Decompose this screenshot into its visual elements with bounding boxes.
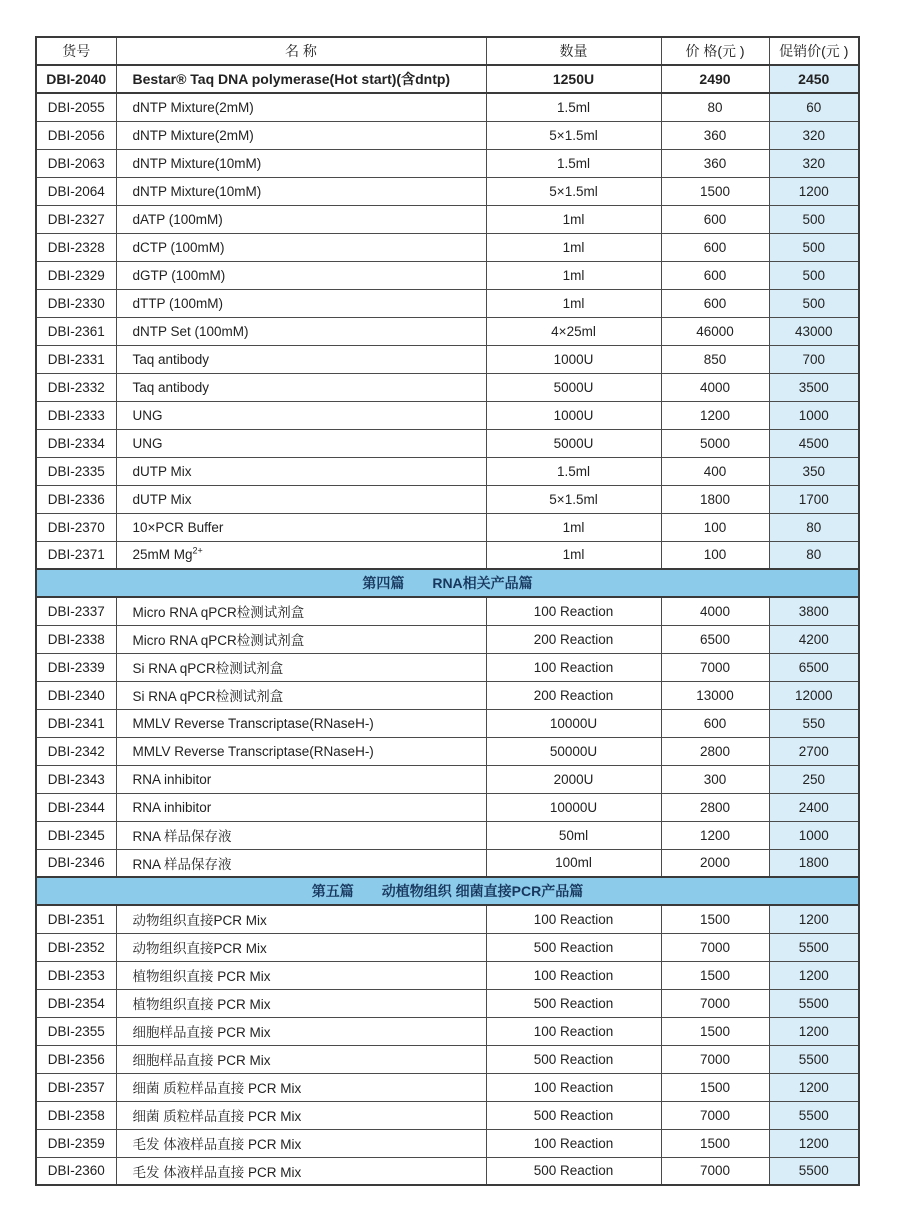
product-row bbox=[36, 793, 859, 821]
qty-cell: 100 Reaction bbox=[486, 1017, 661, 1045]
promo-cell: 500 bbox=[769, 261, 859, 289]
product-row bbox=[36, 205, 859, 233]
name-cell: 毛发 体液样品直接 PCR Mix bbox=[116, 1157, 486, 1185]
code-cell: DBI-2356 bbox=[36, 1045, 116, 1073]
product-row bbox=[36, 261, 859, 289]
name-cell: 毛发 体液样品直接 PCR Mix bbox=[116, 1129, 486, 1157]
price-cell: 1800 bbox=[661, 485, 769, 513]
price-cell: 5000 bbox=[661, 429, 769, 457]
code-cell: DBI-2327 bbox=[36, 205, 116, 233]
price-cell: 1200 bbox=[661, 401, 769, 429]
price-cell: 1500 bbox=[661, 1017, 769, 1045]
promo-cell: 1800 bbox=[769, 849, 859, 877]
product-row bbox=[36, 177, 859, 205]
price-cell: 850 bbox=[661, 345, 769, 373]
qty-cell: 4×25ml bbox=[486, 317, 661, 345]
name-cell: Taq antibody bbox=[116, 373, 486, 401]
price-cell: 4000 bbox=[661, 373, 769, 401]
name-cell: dNTP Mixture(10mM) bbox=[116, 177, 486, 205]
qty-cell: 1ml bbox=[486, 261, 661, 289]
promo-cell: 6500 bbox=[769, 653, 859, 681]
price-cell: 600 bbox=[661, 289, 769, 317]
code-cell: DBI-2346 bbox=[36, 849, 116, 877]
column-header-promo: 促销价(元 ) bbox=[769, 37, 859, 65]
price-cell: 2800 bbox=[661, 793, 769, 821]
promo-cell: 5500 bbox=[769, 1101, 859, 1129]
name-cell: 细胞样品直接 PCR Mix bbox=[116, 1045, 486, 1073]
name-cell: 细胞样品直接 PCR Mix bbox=[116, 1017, 486, 1045]
name-cell: 25mM $Mg^{2+}$ bbox=[116, 541, 486, 569]
promo-cell: 1200 bbox=[769, 1017, 859, 1045]
qty-cell: 1250U bbox=[486, 65, 661, 93]
section-title: 第四篇 RNA相关产品篇 bbox=[36, 569, 859, 597]
code-cell: DBI-2353 bbox=[36, 961, 116, 989]
qty-cell: 50ml bbox=[486, 821, 661, 849]
name-cell: Si RNA qPCR检测试剂盒 bbox=[116, 653, 486, 681]
column-header-price: 价 格(元 ) bbox=[661, 37, 769, 65]
product-row bbox=[36, 317, 859, 345]
qty-cell: 5×1.5ml bbox=[486, 177, 661, 205]
product-row bbox=[36, 905, 859, 933]
price-cell: 600 bbox=[661, 709, 769, 737]
section-header-row bbox=[36, 877, 859, 905]
product-row bbox=[36, 457, 859, 485]
code-cell: DBI-2332 bbox=[36, 373, 116, 401]
promo-cell: 5500 bbox=[769, 1045, 859, 1073]
price-cell: 2490 bbox=[661, 65, 769, 93]
promo-cell: 2450 bbox=[769, 65, 859, 93]
promo-cell: 4200 bbox=[769, 625, 859, 653]
qty-cell: 100 Reaction bbox=[486, 961, 661, 989]
name-cell: 细菌 质粒样品直接 PCR Mix bbox=[116, 1073, 486, 1101]
code-cell: DBI-2063 bbox=[36, 149, 116, 177]
product-row bbox=[36, 737, 859, 765]
product-row bbox=[36, 93, 859, 121]
name-cell: Bestar® Taq DNA polymerase(Hot start)(含dntp) bbox=[116, 65, 486, 93]
code-cell: DBI-2371 bbox=[36, 541, 116, 569]
promo-cell: 500 bbox=[769, 233, 859, 261]
promo-cell: 80 bbox=[769, 513, 859, 541]
product-row bbox=[36, 1045, 859, 1073]
name-cell: MMLV Reverse Transcriptase(RNaseH-) bbox=[116, 709, 486, 737]
code-cell: DBI-2064 bbox=[36, 177, 116, 205]
qty-cell: 100 Reaction bbox=[486, 653, 661, 681]
price-cell: 2000 bbox=[661, 849, 769, 877]
name-cell: 植物组织直接 PCR Mix bbox=[116, 961, 486, 989]
code-cell: DBI-2056 bbox=[36, 121, 116, 149]
name-cell: dNTP Mixture(2mM) bbox=[116, 121, 486, 149]
qty-cell: 1ml bbox=[486, 233, 661, 261]
code-cell: DBI-2358 bbox=[36, 1101, 116, 1129]
code-cell: DBI-2340 bbox=[36, 681, 116, 709]
product-row bbox=[36, 65, 859, 93]
column-header-qty: 数量 bbox=[486, 37, 661, 65]
promo-cell: 5500 bbox=[769, 1157, 859, 1185]
code-cell: DBI-2345 bbox=[36, 821, 116, 849]
qty-cell: 1.5ml bbox=[486, 149, 661, 177]
product-row bbox=[36, 681, 859, 709]
name-cell: RNA inhibitor bbox=[116, 765, 486, 793]
code-cell: DBI-2352 bbox=[36, 933, 116, 961]
product-row bbox=[36, 625, 859, 653]
price-cell: 360 bbox=[661, 121, 769, 149]
name-cell: 动物组织直接PCR Mix bbox=[116, 933, 486, 961]
code-cell: DBI-2355 bbox=[36, 1017, 116, 1045]
qty-cell: 1ml bbox=[486, 513, 661, 541]
name-cell: MMLV Reverse Transcriptase(RNaseH-) bbox=[116, 737, 486, 765]
promo-cell: 12000 bbox=[769, 681, 859, 709]
code-cell: DBI-2357 bbox=[36, 1073, 116, 1101]
qty-cell: 100 Reaction bbox=[486, 1073, 661, 1101]
price-cell: 360 bbox=[661, 149, 769, 177]
code-cell: DBI-2335 bbox=[36, 457, 116, 485]
qty-cell: 1.5ml bbox=[486, 93, 661, 121]
header-row bbox=[36, 37, 859, 65]
product-row bbox=[36, 821, 859, 849]
product-row bbox=[36, 849, 859, 877]
name-cell: dNTP Mixture(2mM) bbox=[116, 93, 486, 121]
promo-cell: 4500 bbox=[769, 429, 859, 457]
qty-cell: 200 Reaction bbox=[486, 681, 661, 709]
table-header bbox=[36, 37, 859, 65]
product-row bbox=[36, 429, 859, 457]
code-cell: DBI-2328 bbox=[36, 233, 116, 261]
promo-cell: 5500 bbox=[769, 933, 859, 961]
table-body bbox=[36, 65, 859, 1185]
name-cell: 动物组织直接PCR Mix bbox=[116, 905, 486, 933]
price-cell: 1500 bbox=[661, 177, 769, 205]
price-cell: 2800 bbox=[661, 737, 769, 765]
code-cell: DBI-2339 bbox=[36, 653, 116, 681]
promo-cell: 500 bbox=[769, 289, 859, 317]
qty-cell: 1ml bbox=[486, 541, 661, 569]
price-table bbox=[35, 36, 860, 1186]
price-cell: 4000 bbox=[661, 597, 769, 625]
name-cell: Micro RNA qPCR检测试剂盒 bbox=[116, 597, 486, 625]
price-cell: 1500 bbox=[661, 1129, 769, 1157]
name-cell: dUTP Mix bbox=[116, 485, 486, 513]
name-cell: Si RNA qPCR检测试剂盒 bbox=[116, 681, 486, 709]
name-cell: dTTP (100mM) bbox=[116, 289, 486, 317]
promo-cell: 350 bbox=[769, 457, 859, 485]
price-cell: 7000 bbox=[661, 653, 769, 681]
price-cell: 600 bbox=[661, 261, 769, 289]
qty-cell: 5×1.5ml bbox=[486, 121, 661, 149]
name-cell: Micro RNA qPCR检测试剂盒 bbox=[116, 625, 486, 653]
promo-cell: 250 bbox=[769, 765, 859, 793]
qty-cell: 1000U bbox=[486, 345, 661, 373]
promo-cell: 60 bbox=[769, 93, 859, 121]
product-row bbox=[36, 709, 859, 737]
product-row bbox=[36, 933, 859, 961]
product-row bbox=[36, 345, 859, 373]
promo-cell: 2700 bbox=[769, 737, 859, 765]
section-header-row bbox=[36, 569, 859, 597]
code-cell: DBI-2343 bbox=[36, 765, 116, 793]
qty-cell: 100 Reaction bbox=[486, 597, 661, 625]
price-cell: 7000 bbox=[661, 989, 769, 1017]
promo-cell: 1700 bbox=[769, 485, 859, 513]
name-cell: Taq antibody bbox=[116, 345, 486, 373]
product-row bbox=[36, 233, 859, 261]
price-cell: 13000 bbox=[661, 681, 769, 709]
name-cell: RNA inhibitor bbox=[116, 793, 486, 821]
name-cell: dNTP Mixture(10mM) bbox=[116, 149, 486, 177]
promo-cell: 3800 bbox=[769, 597, 859, 625]
price-cell: 7000 bbox=[661, 1101, 769, 1129]
product-row bbox=[36, 485, 859, 513]
product-row bbox=[36, 989, 859, 1017]
code-cell: DBI-2040 bbox=[36, 65, 116, 93]
code-cell: DBI-2055 bbox=[36, 93, 116, 121]
promo-cell: 1200 bbox=[769, 961, 859, 989]
promo-cell: 550 bbox=[769, 709, 859, 737]
qty-cell: 5×1.5ml bbox=[486, 485, 661, 513]
product-row bbox=[36, 1073, 859, 1101]
price-cell: 1500 bbox=[661, 961, 769, 989]
product-row bbox=[36, 373, 859, 401]
code-cell: DBI-2360 bbox=[36, 1157, 116, 1185]
code-cell: DBI-2370 bbox=[36, 513, 116, 541]
code-cell: DBI-2354 bbox=[36, 989, 116, 1017]
code-cell: DBI-2331 bbox=[36, 345, 116, 373]
promo-cell: 1000 bbox=[769, 401, 859, 429]
qty-cell: 2000U bbox=[486, 765, 661, 793]
qty-cell: 500 Reaction bbox=[486, 1045, 661, 1073]
name-cell: RNA 样品保存液 bbox=[116, 821, 486, 849]
product-row bbox=[36, 149, 859, 177]
product-row bbox=[36, 541, 859, 569]
product-row bbox=[36, 961, 859, 989]
promo-cell: 1200 bbox=[769, 905, 859, 933]
code-cell: DBI-2329 bbox=[36, 261, 116, 289]
price-cell: 7000 bbox=[661, 1157, 769, 1185]
qty-cell: 5000U bbox=[486, 373, 661, 401]
price-cell: 600 bbox=[661, 205, 769, 233]
promo-cell: 1000 bbox=[769, 821, 859, 849]
product-row bbox=[36, 513, 859, 541]
name-cell: dNTP Set (100mM) bbox=[116, 317, 486, 345]
promo-cell: 2400 bbox=[769, 793, 859, 821]
code-cell: DBI-2333 bbox=[36, 401, 116, 429]
name-cell: UNG bbox=[116, 429, 486, 457]
price-cell: 100 bbox=[661, 541, 769, 569]
promo-cell: 80 bbox=[769, 541, 859, 569]
code-cell: DBI-2344 bbox=[36, 793, 116, 821]
product-row bbox=[36, 289, 859, 317]
qty-cell: 500 Reaction bbox=[486, 933, 661, 961]
qty-cell: 100 Reaction bbox=[486, 1129, 661, 1157]
name-cell: dATP (100mM) bbox=[116, 205, 486, 233]
qty-cell: 1ml bbox=[486, 205, 661, 233]
name-cell: dCTP (100mM) bbox=[116, 233, 486, 261]
product-row bbox=[36, 1101, 859, 1129]
code-cell: DBI-2337 bbox=[36, 597, 116, 625]
code-cell: DBI-2338 bbox=[36, 625, 116, 653]
price-cell: 1500 bbox=[661, 905, 769, 933]
price-cell: 46000 bbox=[661, 317, 769, 345]
code-cell: DBI-2351 bbox=[36, 905, 116, 933]
qty-cell: 100ml bbox=[486, 849, 661, 877]
name-cell: 植物组织直接 PCR Mix bbox=[116, 989, 486, 1017]
promo-cell: 700 bbox=[769, 345, 859, 373]
product-row bbox=[36, 597, 859, 625]
name-cell: dUTP Mix bbox=[116, 457, 486, 485]
price-cell: 7000 bbox=[661, 933, 769, 961]
price-cell: 80 bbox=[661, 93, 769, 121]
price-cell: 1200 bbox=[661, 821, 769, 849]
product-row bbox=[36, 1157, 859, 1185]
product-row bbox=[36, 401, 859, 429]
code-cell: DBI-2330 bbox=[36, 289, 116, 317]
qty-cell: 500 Reaction bbox=[486, 1157, 661, 1185]
qty-cell: 1ml bbox=[486, 289, 661, 317]
promo-cell: 43000 bbox=[769, 317, 859, 345]
name-cell: 10×PCR Buffer bbox=[116, 513, 486, 541]
qty-cell: 5000U bbox=[486, 429, 661, 457]
promo-cell: 3500 bbox=[769, 373, 859, 401]
qty-cell: 50000U bbox=[486, 737, 661, 765]
column-header-code: 货号 bbox=[36, 37, 116, 65]
qty-cell: 200 Reaction bbox=[486, 625, 661, 653]
product-row bbox=[36, 653, 859, 681]
promo-cell: 1200 bbox=[769, 1073, 859, 1101]
promo-cell: 500 bbox=[769, 205, 859, 233]
name-cell: UNG bbox=[116, 401, 486, 429]
price-cell: 400 bbox=[661, 457, 769, 485]
name-cell: 细菌 质粒样品直接 PCR Mix bbox=[116, 1101, 486, 1129]
product-row bbox=[36, 1017, 859, 1045]
superscript: 2+ bbox=[192, 545, 203, 556]
name-cell: dGTP (100mM) bbox=[116, 261, 486, 289]
code-cell: DBI-2341 bbox=[36, 709, 116, 737]
promo-cell: 1200 bbox=[769, 1129, 859, 1157]
price-cell: 600 bbox=[661, 233, 769, 261]
promo-cell: 1200 bbox=[769, 177, 859, 205]
price-cell: 100 bbox=[661, 513, 769, 541]
name-cell: RNA 样品保存液 bbox=[116, 849, 486, 877]
price-cell: 1500 bbox=[661, 1073, 769, 1101]
qty-cell: 1000U bbox=[486, 401, 661, 429]
qty-cell: 500 Reaction bbox=[486, 1101, 661, 1129]
code-cell: DBI-2336 bbox=[36, 485, 116, 513]
column-header-name: 名 称 bbox=[116, 37, 486, 65]
qty-cell: 1.5ml bbox=[486, 457, 661, 485]
promo-cell: 5500 bbox=[769, 989, 859, 1017]
product-row bbox=[36, 1129, 859, 1157]
qty-cell: 10000U bbox=[486, 793, 661, 821]
qty-cell: 100 Reaction bbox=[486, 905, 661, 933]
code-cell: DBI-2359 bbox=[36, 1129, 116, 1157]
code-cell: DBI-2334 bbox=[36, 429, 116, 457]
qty-cell: 500 Reaction bbox=[486, 989, 661, 1017]
promo-cell: 320 bbox=[769, 149, 859, 177]
price-cell: 7000 bbox=[661, 1045, 769, 1073]
product-row bbox=[36, 121, 859, 149]
promo-cell: 320 bbox=[769, 121, 859, 149]
price-cell: 6500 bbox=[661, 625, 769, 653]
qty-cell: 10000U bbox=[486, 709, 661, 737]
section-title: 第五篇 动植物组织 细菌直接PCR产品篇 bbox=[36, 877, 859, 905]
product-row bbox=[36, 765, 859, 793]
code-cell: DBI-2342 bbox=[36, 737, 116, 765]
code-cell: DBI-2361 bbox=[36, 317, 116, 345]
price-cell: 300 bbox=[661, 765, 769, 793]
